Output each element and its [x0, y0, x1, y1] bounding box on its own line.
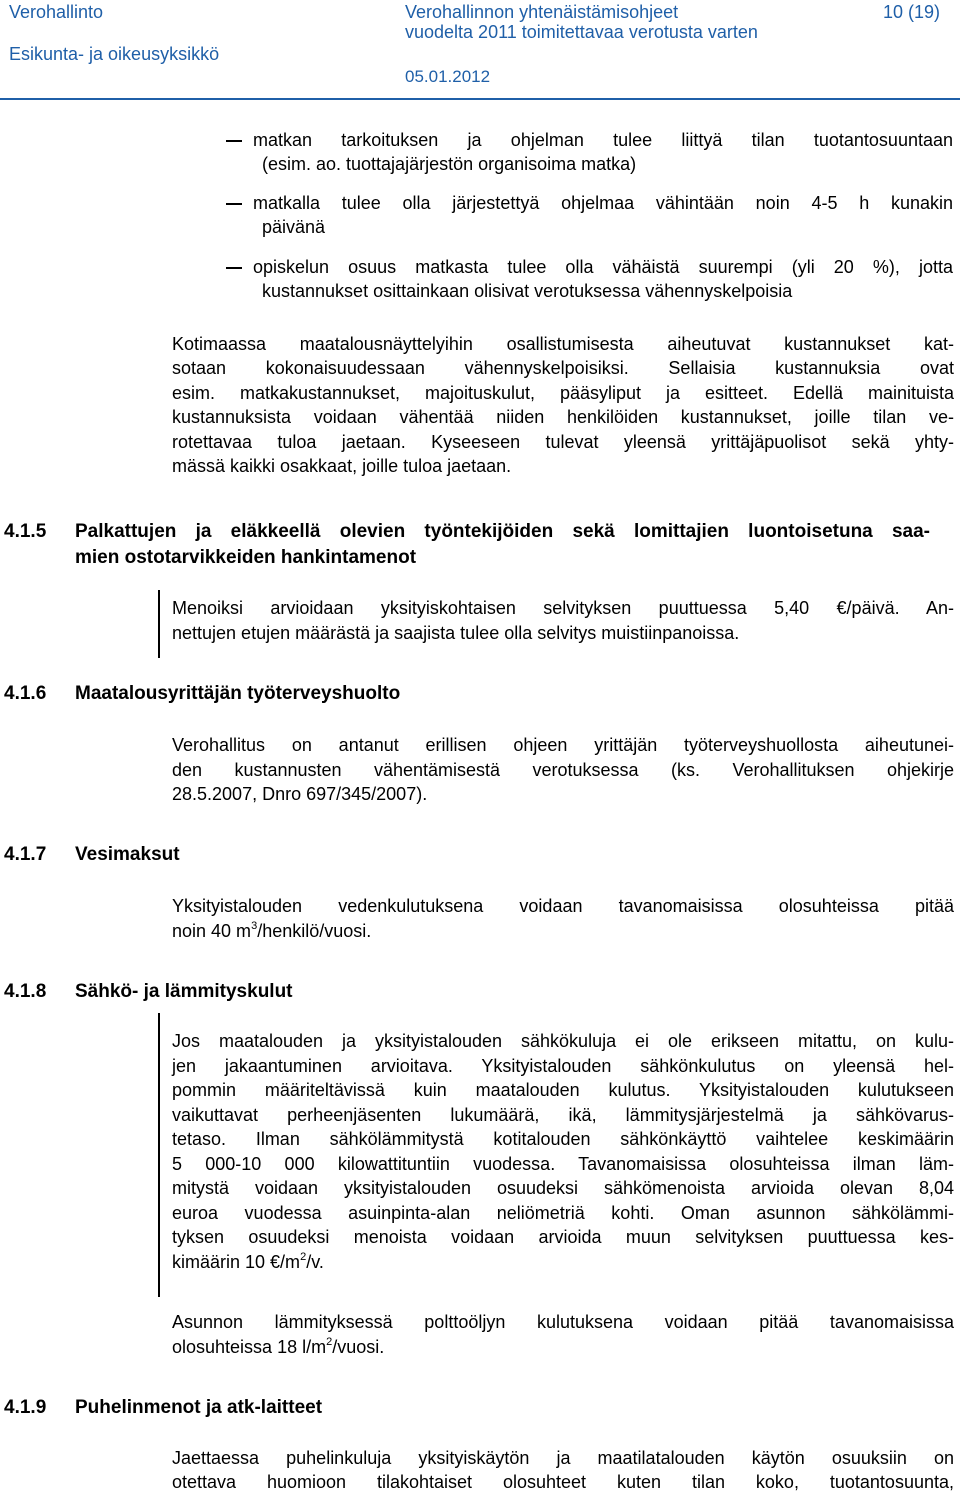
- section-4-1-5-line-1: Menoiksi arvioidaan yksityiskohtaisen selvityksen puuttuessa 5,40 €/päivä. An-: [172, 598, 954, 618]
- change-bar: [158, 590, 160, 658]
- header-unit: Esikunta- ja oikeusyksikkö: [9, 44, 220, 64]
- section-4-1-9-line-1: Jaettaessa puhelinkuluja yksityiskäytön ja maatilatalouden käytön osuuksiin on: [172, 1448, 954, 1468]
- section-4-1-8-line-8: euroa vuodessa asuinpinta-alan neliömetriä kohti. Oman asunnon sähkölämmi-: [172, 1203, 954, 1223]
- header-page-number: 10 (19): [883, 2, 941, 22]
- section-4-1-8-line-1: Jos maatalouden ja yksityistalouden sähkökuluja ei ole erikseen mitattu, on kulu-: [172, 1031, 954, 1051]
- para-exhibitions-line-6: mässä kaikki osakkaat, joille tuloa jaetaan.: [172, 456, 512, 476]
- bullet-1-line-2: (esim. ao. tuottajajärjestön organisoima matka): [262, 154, 637, 174]
- section-4-1-8-line-2: jen jakaantuminen arvioitava. Yksityistalouden sähkönkulutus on yleensä hel-: [172, 1056, 954, 1076]
- header-rule: [0, 98, 960, 100]
- text-run: /v.: [306, 1252, 324, 1272]
- bullet-dash: [226, 203, 242, 205]
- section-4-1-8-line-6: 5 000-10 000 kilowattituntiin vuodessa. Tavanomaisissa olosuhteissa ilman läm-: [172, 1154, 954, 1174]
- section-4-1-6-number: 4.1.6: [4, 683, 47, 704]
- section-4-1-7-line-2: [172, 919, 371, 944]
- bullet-3-line-2: kustannukset osittainkaan olisivat verotuksessa vähennyskelpoisia: [262, 281, 793, 301]
- section-4-1-8-line-9: tyksen osuudeksi menoista voidaan arvioida muun selvityksen puuttuessa kes-: [172, 1227, 954, 1247]
- section-4-1-8-heating-line-1: Asunnon lämmityksessä polttoöljyn kulutuksena voidaan pitää tavanomaisissa: [172, 1312, 954, 1332]
- section-4-1-6-title: Maatalousyrittäjän työterveyshuolto: [75, 683, 401, 704]
- section-4-1-8-line-10: [172, 1250, 324, 1275]
- section-4-1-8-number: 4.1.8: [4, 981, 47, 1002]
- section-4-1-5-title-line-1: Palkattujen ja eläkkeellä olevien työntekijöiden sekä lomittajien luontoisetuna saa-: [75, 521, 930, 542]
- para-exhibitions-line-5: rotettavaa tuloa jaetaan. Kyseeseen tulevat yleensä yrittäjäpuolisot sekä yhty-: [172, 432, 954, 452]
- section-4-1-8-title: Sähkö- ja lämmityskulut: [75, 981, 293, 1002]
- section-4-1-6-line-3: 28.5.2007, Dnro 697/345/2007).: [172, 784, 428, 804]
- para-exhibitions-line-2: sotaan kokonaisuudessaan vähennyskelpoisiksi. Sellaisia kustannuksia ovat: [172, 358, 954, 378]
- section-4-1-8-line-4: vaikuttavat perheenjäsenten lukumäärä, ikä, lämmitysjärjestelmä ja sähkövarus-: [172, 1105, 954, 1125]
- section-4-1-5-number: 4.1.5: [4, 521, 47, 542]
- change-bar: [158, 1013, 160, 1297]
- text-run: olosuhteissa 18 l/m: [172, 1337, 327, 1357]
- section-4-1-8-line-5: tetaso. Ilman sähkölämmitystä kotitalouden sähkönkäyttö vaihtelee keskimäärin: [172, 1129, 954, 1149]
- text-run: kimäärin 10 €/m: [172, 1252, 301, 1272]
- section-4-1-9-number: 4.1.9: [4, 1397, 47, 1418]
- section-4-1-9-line-2: otettava huomioon tilakohtaiset olosuhteet kuten tilan koko, tuotantosuunta,: [172, 1472, 954, 1492]
- bullet-3-line-1: opiskelun osuus matkasta tulee olla vähäistä suurempi (yli 20 %), jotta: [253, 257, 953, 277]
- superscript: 2: [300, 1251, 307, 1263]
- text-run: /henkilö/vuosi.: [257, 921, 372, 941]
- section-4-1-7-line-1: Yksityistalouden vedenkulutuksena voidaan tavanomaisissa olosuhteissa pitää: [172, 896, 954, 916]
- section-4-1-9-title: Puhelinmenot ja atk-laitteet: [75, 1397, 323, 1418]
- section-4-1-8-line-7: mitystä voidaan yksityistalouden osuudeksi sähkömenoista arvioida olevan 8,04: [172, 1178, 954, 1198]
- superscript: 2: [326, 1336, 333, 1348]
- section-4-1-7-number: 4.1.7: [4, 844, 47, 865]
- section-4-1-8-heating-line-2: [172, 1335, 384, 1360]
- para-exhibitions-line-3: esim. matkakustannukset, majoituskulut, pääsyliput ja esitteet. Edellä mainituista: [172, 383, 954, 403]
- header-date: 05.01.2012: [405, 67, 491, 86]
- bullet-dash: [226, 267, 242, 269]
- header-org: Verohallinto: [9, 2, 104, 22]
- section-4-1-6-line-2: den kustannusten vähentämisestä verotuksessa (ks. Verohallituksen ohjekirje: [172, 760, 954, 780]
- section-4-1-5-title-line-2: mien ostotarvikkeiden hankintamenot: [75, 547, 417, 568]
- bullet-1-line-1: matkan tarkoituksen ja ohjelman tulee liittyä tilan tuotantosuuntaan: [253, 130, 953, 150]
- section-4-1-8-line-3: pommin määriteltävissä kuin maatalouden kulutus. Yksityistalouden kulutukseen: [172, 1080, 954, 1100]
- para-exhibitions-line-1: Kotimaassa maatalousnäyttelyihin osallistumisesta aiheutuvat kustannukset kat-: [172, 334, 954, 354]
- superscript: 3: [251, 920, 258, 932]
- header-doc-title: Verohallinnon yhtenäistämisohjeet: [405, 2, 679, 22]
- header-doc-subtitle: vuodelta 2011 toimitettavaa verotusta varten: [405, 22, 758, 42]
- bullet-2-line-1: matkalla tulee olla järjestettyä ohjelmaa vähintään noin 4-5 h kunakin: [253, 193, 953, 213]
- para-exhibitions-line-4: kustannuksista voidaan vähentää niiden henkilöiden kustannukset, joille tilan ve-: [172, 407, 954, 427]
- section-4-1-7-title: Vesimaksut: [75, 844, 180, 865]
- bullet-2-line-2: päivänä: [262, 217, 326, 237]
- text-run: /vuosi.: [332, 1337, 385, 1357]
- section-4-1-6-line-1: Verohallitus on antanut erillisen ohjeen yrittäjän työterveyshuollosta aiheutunei-: [172, 735, 954, 755]
- text-run: noin 40 m: [172, 921, 252, 941]
- section-4-1-5-line-2: nettujen etujen määrästä ja saajista tulee olla selvitys muistiinpanoissa.: [172, 623, 740, 643]
- bullet-dash: [226, 140, 242, 142]
